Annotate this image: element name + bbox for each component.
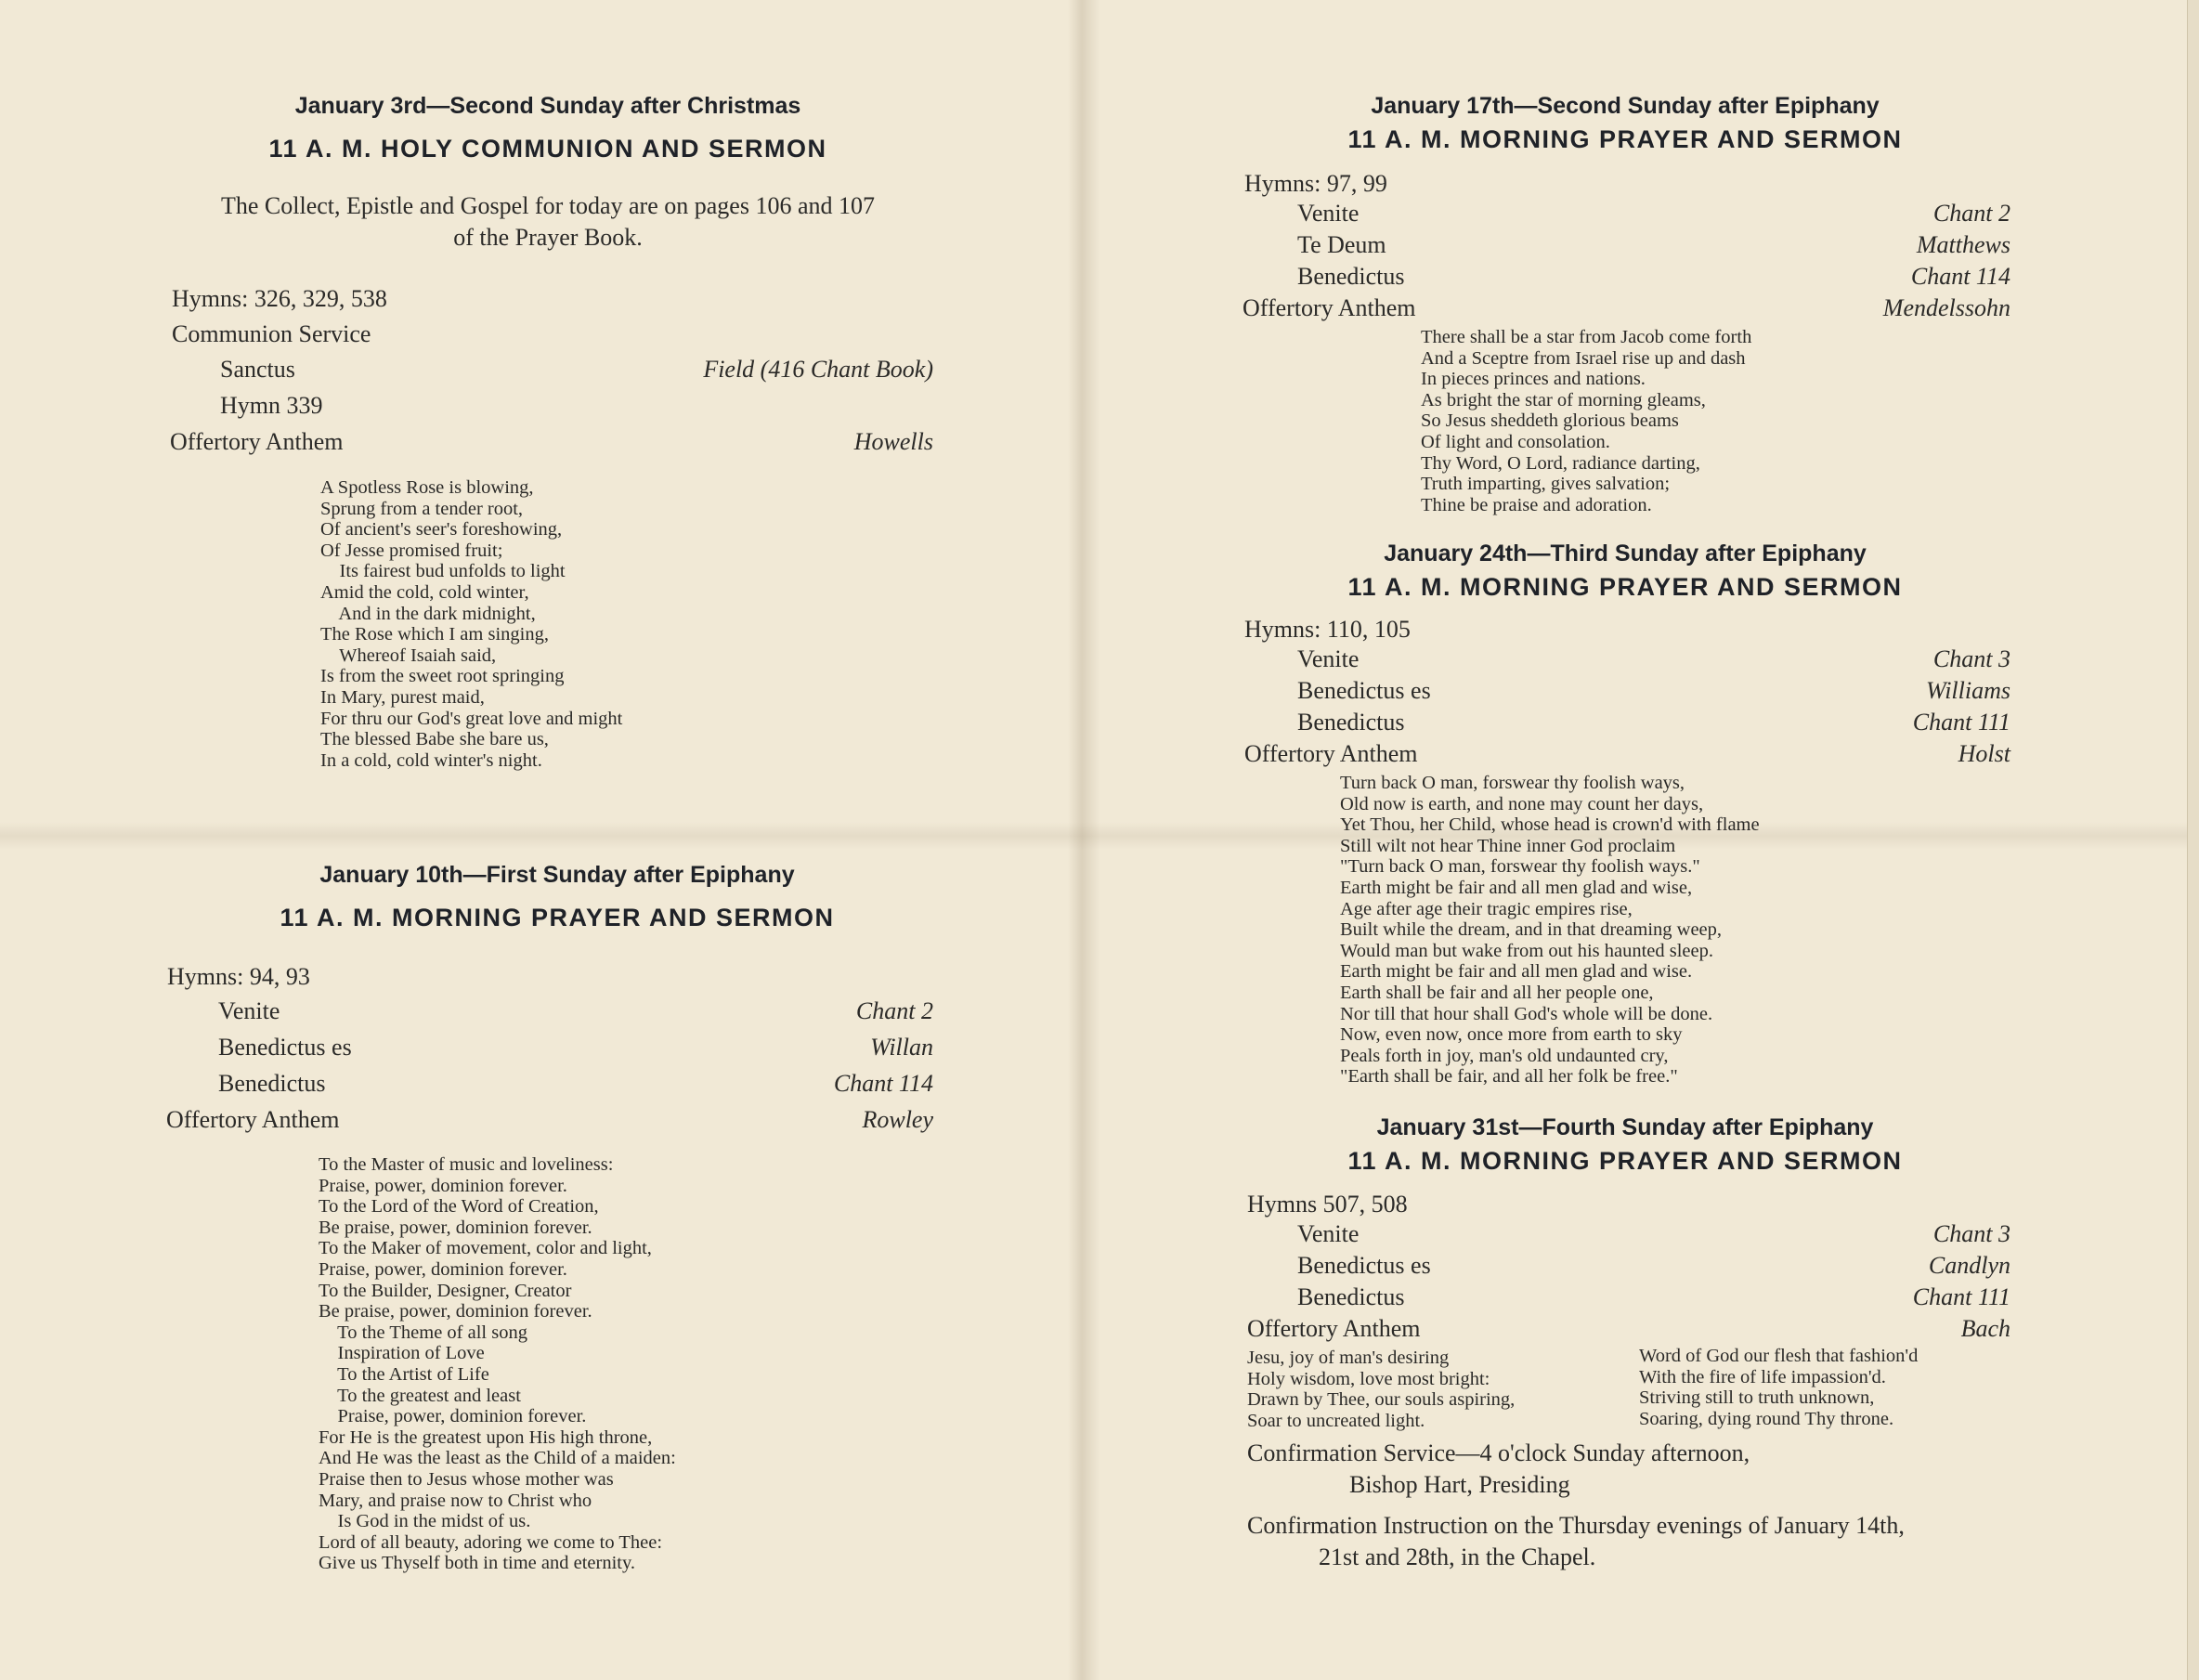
s3-row-offertory xyxy=(1240,294,2010,326)
s4-hymns: Hymns: 110, 105 xyxy=(1244,616,1411,643)
row-value: Chant 3 xyxy=(1932,645,2010,672)
s4-service-heading: 11 A. M. MORNING PRAYER AND SERMON xyxy=(1347,573,1903,601)
s5-service-heading: 11 A. M. MORNING PRAYER AND SERMON xyxy=(1347,1147,1903,1175)
s5-row-venite xyxy=(1240,1220,2010,1252)
s5-row-benedictus xyxy=(1240,1283,2010,1315)
row-label: Venite xyxy=(1297,200,1360,227)
row-label: Venite xyxy=(1297,645,1360,672)
row-label: Benedictus xyxy=(1297,709,1405,736)
s1-service-heading: 11 A. M. HOLY COMMUNION AND SERMON xyxy=(268,135,827,163)
s3-date-heading: January 17th—Second Sunday after Epiphany xyxy=(1371,93,1880,119)
s2-row-benedictus-es xyxy=(163,1034,933,1065)
row-label: Benedictus es xyxy=(1297,677,1431,704)
s4-row-benedictus-es xyxy=(1240,677,2010,709)
s5-date-heading: January 31st—Fourth Sunday after Epiphany xyxy=(1376,1114,1874,1140)
row-label: Benedictus es xyxy=(1297,1252,1431,1279)
row-label: Venite xyxy=(1297,1220,1360,1247)
s5-hymns: Hymns 507, 508 xyxy=(1247,1191,1408,1218)
row-label: Venite xyxy=(218,997,280,1024)
s2-row-benedictus xyxy=(163,1070,933,1101)
row-value: Chant 111 xyxy=(1912,709,2010,736)
s1-hymns: Hymns: 326, 329, 538 xyxy=(172,285,387,312)
row-value: Candlyn xyxy=(1928,1252,2010,1279)
row-label: Benedictus es xyxy=(218,1034,352,1061)
row-label: Benedictus xyxy=(218,1070,326,1097)
row-label: Sanctus xyxy=(220,356,295,383)
row-label: Offertory Anthem xyxy=(166,1106,340,1133)
s5-row-benedictus-es xyxy=(1240,1252,2010,1283)
row-value: Mendelssohn xyxy=(1882,294,2010,321)
row-label: Offertory Anthem xyxy=(1243,294,1416,321)
row-label: Te Deum xyxy=(1297,231,1386,258)
s1-intro-line2: of the Prayer Book. xyxy=(453,224,643,251)
row-value: Williams xyxy=(1925,677,2010,704)
s3-row-te-deum xyxy=(1240,231,2010,263)
row-value: Willan xyxy=(870,1034,933,1061)
row-value: Howells xyxy=(853,428,933,455)
s3-anthem-text: There shall be a star from Jacob come forth And a Sceptre from Israel rise up and dash In pieces princes and nations. As bright the star of morning gleams, So Jesus sheddeth glorious beams Of light and consolation. Thy Word, O Lord, radiance darting, Truth imparting, gives salvation; Thine be praise and adoration. xyxy=(1421,327,1752,515)
row-label: Offertory Anthem xyxy=(170,428,344,455)
s3-hymns: Hymns: 97, 99 xyxy=(1244,170,1387,197)
s2-row-venite xyxy=(163,997,933,1029)
row-label: Hymn 339 xyxy=(220,392,323,419)
s2-hymns: Hymns: 94, 93 xyxy=(167,963,310,990)
s4-anthem-text: Turn back O man, forswear thy foolish ways, Old now is earth, and none may count her days, Yet Thou, her Child, whose head is crown'd with flame Still wilt not hear Thine inner God proclaim "Turn back O man, forswear thy foolish ways." Earth might be fair and all men glad and wise, Age after age their tragic empires rise, Built while the dream, and in that dreaming weep, Would man but wake from out his haunted sleep. Earth might be fair and all men glad and wise. Earth shall be fair and all her people one, Nor till that hour shall God's whole will be done. Now, even now, once more from earth to sky Peals forth in joy, man's old undaunted cry, "Earth shall be fair, and all her folk be free." xyxy=(1340,773,1760,1087)
page-edge xyxy=(2187,0,2199,1680)
row-label: Benedictus xyxy=(1297,263,1405,290)
s3-row-venite xyxy=(1240,200,2010,231)
confirmation-service-line1: Confirmation Service—4 o'clock Sunday afternoon, xyxy=(1247,1439,1750,1466)
s2-service-heading: 11 A. M. MORNING PRAYER AND SERMON xyxy=(280,904,835,931)
s3-row-benedictus xyxy=(1240,263,2010,294)
s1-row-offertory xyxy=(163,428,933,460)
row-value: Rowley xyxy=(862,1106,933,1133)
s4-row-benedictus xyxy=(1240,709,2010,740)
row-value: Bach xyxy=(1960,1315,2010,1342)
s5-anthem-text-right: Word of God our flesh that fashion'd With the fire of life impassion'd. Striving still to truth unknown, Soaring, dying round Thy throne. xyxy=(1639,1346,1919,1429)
s3-service-heading: 11 A. M. MORNING PRAYER AND SERMON xyxy=(1347,125,1903,153)
row-label: Benedictus xyxy=(1297,1283,1405,1310)
confirmation-instruction-line1: Confirmation Instruction on the Thursday evenings of January 14th, xyxy=(1247,1512,1905,1539)
s2-anthem-text: To the Master of music and loveliness: Praise, power, dominion forever. To the Lord of the Word of Creation, Be praise, power, dominion forever. To the Maker of movement, color and light, Praise, power, dominion forever. To the Builder, Designer, Creator Be praise, power, dominion forever. To the Theme of all song Inspiration of Love To the Artist of Life To the greatest and least Praise, power, dominion forever. For He is the greatest upon His high throne, And He was the least as the Child of a maiden: Praise then to Jesus whose mother was Mary, and praise now to Christ who Is God in the midst of us. Lord of all beauty, adoring we come to Thee: Give us Thyself both in time and eternity. xyxy=(319,1154,676,1574)
s5-row-offertory xyxy=(1240,1315,2010,1347)
row-value: Chant 3 xyxy=(1932,1220,2010,1247)
confirmation-service-line2: Bishop Hart, Presiding xyxy=(1349,1471,1570,1498)
s1-anthem-text: A Spotless Rose is blowing, Sprung from a tender root, Of ancient's seer's foreshowing, Of Jesse promised fruit; Its fairest bud unfolds to light Amid the cold, cold winter, And in the dark midnight, The Rose which I am singing, Whereof Isaiah said, Is from the sweet root springing In Mary, purest maid, For thru our God's great love and might The blessed Babe she bare us, In a cold, cold winter's night. xyxy=(320,477,623,771)
s2-date-heading: January 10th—First Sunday after Epiphany xyxy=(319,862,795,888)
s1-row-sanctus xyxy=(163,356,933,387)
s1-intro-line1: The Collect, Epistle and Gospel for today are on pages 106 and 107 xyxy=(221,192,875,219)
row-value: Chant 114 xyxy=(833,1070,933,1097)
row-label: Offertory Anthem xyxy=(1244,740,1418,767)
s1-date-heading: January 3rd—Second Sunday after Christmas xyxy=(294,93,801,119)
s1-row-hymn xyxy=(163,392,933,423)
s4-row-offertory xyxy=(1240,740,2010,772)
row-value: Chant 2 xyxy=(1932,200,2010,227)
s2-row-offertory xyxy=(163,1106,933,1138)
row-value: Chant 111 xyxy=(1912,1283,2010,1310)
s4-date-heading: January 24th—Third Sunday after Epiphany xyxy=(1384,540,1867,567)
row-value: Field (416 Chant Book) xyxy=(703,356,933,383)
row-label: Offertory Anthem xyxy=(1247,1315,1421,1342)
row-value: Matthews xyxy=(1916,231,2010,258)
s5-anthem-text-left: Jesu, joy of man's desiring Holy wisdom, love most bright: Drawn by Thee, our souls aspiring, Soar to uncreated light. xyxy=(1247,1348,1516,1431)
confirmation-instruction-line2: 21st and 28th, in the Chapel. xyxy=(1319,1543,1596,1570)
row-value: Chant 2 xyxy=(855,997,933,1024)
row-value: Holst xyxy=(1958,740,2010,767)
row-value: Chant 114 xyxy=(1910,263,2010,290)
s1-communion-service: Communion Service xyxy=(172,320,371,347)
s4-row-venite xyxy=(1240,645,2010,677)
